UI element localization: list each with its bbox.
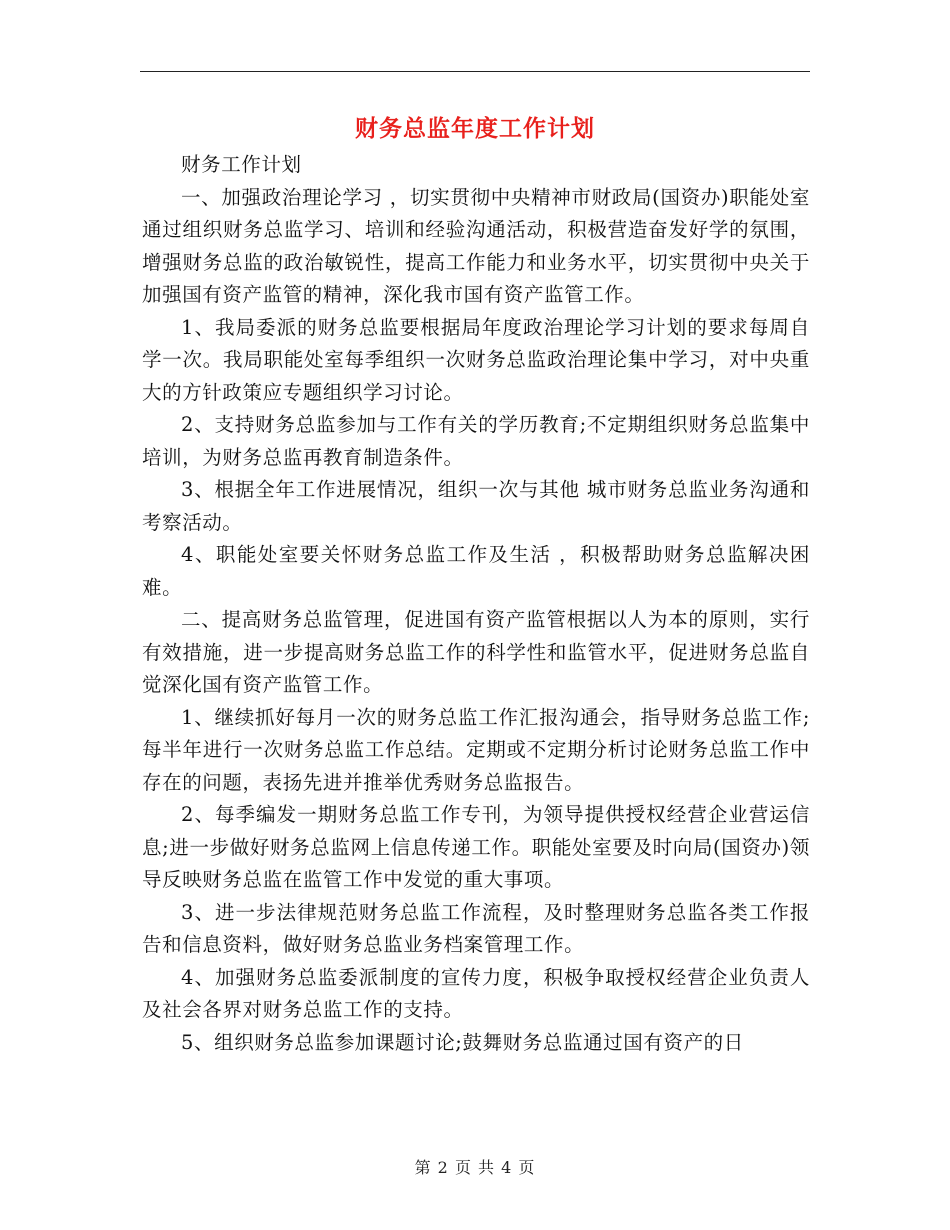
paragraph: 二、提高财务总监管理，促进国有资产监管根据以人为本的原则，实行有效措施，进一步提高财务总监工作的科学性和监管水平，促进财务总监自觉深化国有资产监管工作。 — [142, 608, 810, 696]
paragraph: 1、我局委派的财务总监要根据局年度政治理论学习计划的要求每周自学一次。我局职能处室每季组织一次财务总监政治理论集中学习，对中央重大的方针政策应专题组织学习讨论。 — [142, 315, 810, 404]
paragraph: 2、支持财务总监参加与工作有关的学历教育;不定期组织财务总监集中培训，为财务总监再教育制造条件。 — [142, 413, 810, 469]
paragraph: 一、加强政治理论学习 ，切实贯彻中央精神市财政局(国资办)职能处室通过组织财务总监学习、培训和经验沟通活动，积极营造奋发好学的氛围，增强财务总监的政治敏锐性，提高工作能力和业务水平，切实贯彻中央关于 加强国有资产监管的精神，深化我市国有资产监管工作。 — [142, 185, 810, 306]
paragraph: 1、继续抓好每月一次的财务总监工作汇报沟通会，指导财务总监工作;每半年进行一次财务总监工作总结。定期或不定期分析讨论财务总监工作中存在的问题，表扬先进并推举优秀财务总监报告。 — [142, 705, 810, 794]
paragraph: 财务工作计划 — [181, 153, 302, 176]
document-title: 财务总监年度工作计划 — [355, 116, 595, 142]
paragraph: 4、加强财务总监委派制度的宣传力度，积极争取授权经营企业负责人及社会各界对财务总监工作的支持。 — [142, 965, 810, 1021]
paragraph: 3、根据全年工作进展情况，组织一次与其他 城市财务总监业务沟通和考察活动。 — [142, 478, 810, 534]
header-rule — [140, 71, 810, 72]
document-body — [142, 149, 810, 1059]
paragraph: 5、组织财务总监参加课题讨论;鼓舞财务总监通过国有资产的日 — [181, 1030, 744, 1054]
paragraph: 4、职能处室要关怀财务总监工作及生活 ，积极帮助财务总监解决困难。 — [142, 543, 810, 599]
paragraph: 3、进一步法律规范财务总监工作流程，及时整理财务总监各类工作报告和信息资料，做好财务总监业务档案管理工作。 — [142, 900, 810, 956]
paragraph: 2、每季编发一期财务总监工作专刊，为领导提供授权经营企业营运信息;进一步做好财务总监网上信息传递工作。职能处室要及时向局(国资办)领导反映财务总监在监管工作中发觉的重大事项。 — [142, 803, 810, 891]
page-footer — [0, 1155, 950, 1178]
page-number: 第 2 页 共 4 页 — [414, 1158, 536, 1177]
